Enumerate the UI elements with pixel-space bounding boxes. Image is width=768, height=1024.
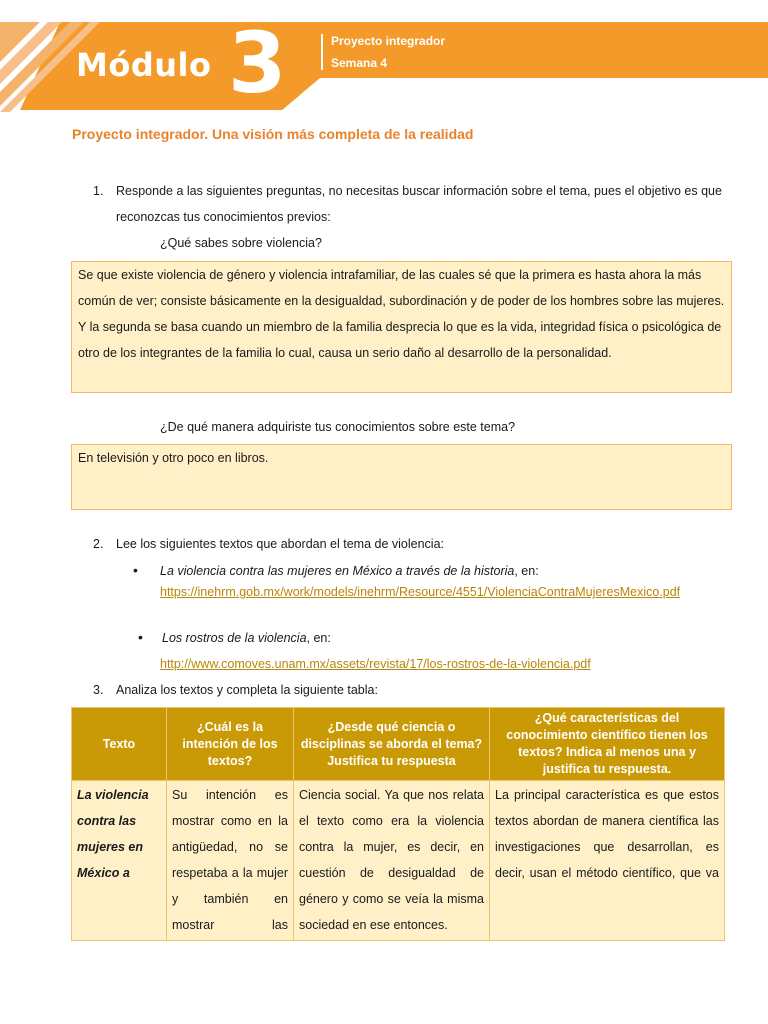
cell-line: investigaciones que desarrollan, es [495, 840, 719, 854]
answer-b-line: En televisión y otro poco en libros. [78, 451, 269, 465]
cell-line: género y como se veía la misma [299, 892, 484, 906]
cell-line: contra las [77, 814, 137, 828]
answer-a-line: común de ver; consiste básicamente en la desigualdad, subordinación y de poder de los hombres sobre las mujeres. [78, 294, 725, 308]
module-banner [0, 0, 768, 115]
table-cell-intencion[interactable] [167, 781, 294, 941]
table-row [72, 781, 725, 941]
cell-line: respetaba a la mujer [172, 866, 288, 880]
cell-line: La principal característica es que estos [495, 788, 719, 802]
cell-line: México a [77, 866, 130, 880]
reading-2 [162, 625, 331, 651]
q2-text: Lee los siguientes textos que abordan el tema de violencia: [116, 537, 444, 551]
reading-1-title: La violencia contra las mujeres en México a través de la historia [160, 564, 515, 578]
cell-line: La violencia [77, 788, 149, 802]
cell-line: mujeres en [77, 840, 144, 854]
table-header-cell: Texto [72, 708, 167, 781]
q1-number: 1. [93, 184, 104, 198]
table-header-cell: ¿Cuál es la intención de los textos? [167, 708, 294, 781]
table-header-row [72, 708, 725, 781]
cell-line: el texto como era la violencia [299, 814, 484, 828]
reading-1-suffix: , en: [514, 564, 539, 578]
q1-text-line1: Responde a las siguientes preguntas, no necesitas buscar información sobre el tema, pues el objetivo es que [116, 184, 722, 198]
q1-text-line2: reconozcas tus conocimientos previos: [116, 210, 331, 224]
cell-line: textos abordan de manera científica las [495, 814, 719, 828]
q1-question-a: ¿Qué sabes sobre violencia? [160, 236, 322, 250]
module-number: 3 [228, 14, 287, 112]
answer-a-line: otro de los integrantes de la familia lo cual, causa un serio daño al desarrollo de la personalidad. [78, 346, 612, 360]
answer-box-b[interactable] [71, 444, 732, 510]
reading-2-suffix: , en: [306, 631, 331, 645]
page-title: Proyecto integrador. Una visión más completa de la realidad [72, 126, 474, 142]
bullet-dot: • [138, 629, 143, 645]
cell-line: sociedad en ese entonces. [299, 918, 448, 932]
module-label: Módulo [76, 46, 212, 84]
reading-1-link[interactable]: https://inehrm.gob.mx/work/models/inehrm/Resource/4551/ViolenciaContraMujeresMexico.pdf [160, 585, 681, 599]
answer-a-line: Se que existe violencia de género y violencia intrafamiliar, de las cuales sé que la primera es hasta ahora la más [78, 268, 702, 282]
q1-question-b: ¿De qué manera adquiriste tus conocimientos sobre este tema? [160, 420, 516, 434]
cell-line: mostrar las [172, 918, 288, 932]
cell-line: y también en [172, 892, 288, 906]
cell-line: contra la mujer, es decir, en [299, 840, 484, 854]
cell-line: decir, usan el método científico, que va [495, 866, 719, 880]
answer-a-line: Y la segunda se basa cuando un miembro de la familia desprecia lo que es la vida, integridad física o psicológica de [78, 320, 722, 334]
answer-box-a[interactable] [71, 261, 732, 393]
table-cell-ciencia[interactable] [294, 781, 490, 941]
table-header-cell: ¿Desde qué ciencia o disciplinas se aborda el tema? Justifica tu respuesta [294, 708, 490, 781]
table-cell-texto[interactable] [72, 781, 167, 941]
reading-2-link[interactable]: http://www.comoves.unam.mx/assets/revista/17/los-rostros-de-la-violencia.pdf [160, 657, 591, 671]
cell-line: antigüedad, no se [172, 840, 288, 854]
reading-2-title: Los rostros de la violencia [162, 631, 307, 645]
cell-line: cuestión de desigualdad de [299, 866, 484, 880]
analysis-table [71, 707, 725, 941]
week-label: Semana 4 [331, 56, 388, 70]
banner-divider [321, 34, 323, 70]
table-header-cell: ¿Qué características del conocimiento científico tienen los textos? Indica al menos una y justifica tu respuesta. [490, 708, 725, 781]
q2-number: 2. [93, 537, 104, 551]
q3-text: Analiza los textos y completa la siguiente tabla: [116, 683, 378, 697]
table-cell-caracteristicas[interactable] [490, 781, 725, 941]
cell-line: Su intención es [172, 788, 288, 802]
cell-line: mostrar como en la [172, 814, 288, 828]
project-label: Proyecto integrador [331, 34, 446, 48]
cell-line: Ciencia social. Ya que nos relata [299, 788, 484, 802]
bullet-dot: • [133, 562, 138, 578]
q3-number: 3. [93, 683, 104, 697]
